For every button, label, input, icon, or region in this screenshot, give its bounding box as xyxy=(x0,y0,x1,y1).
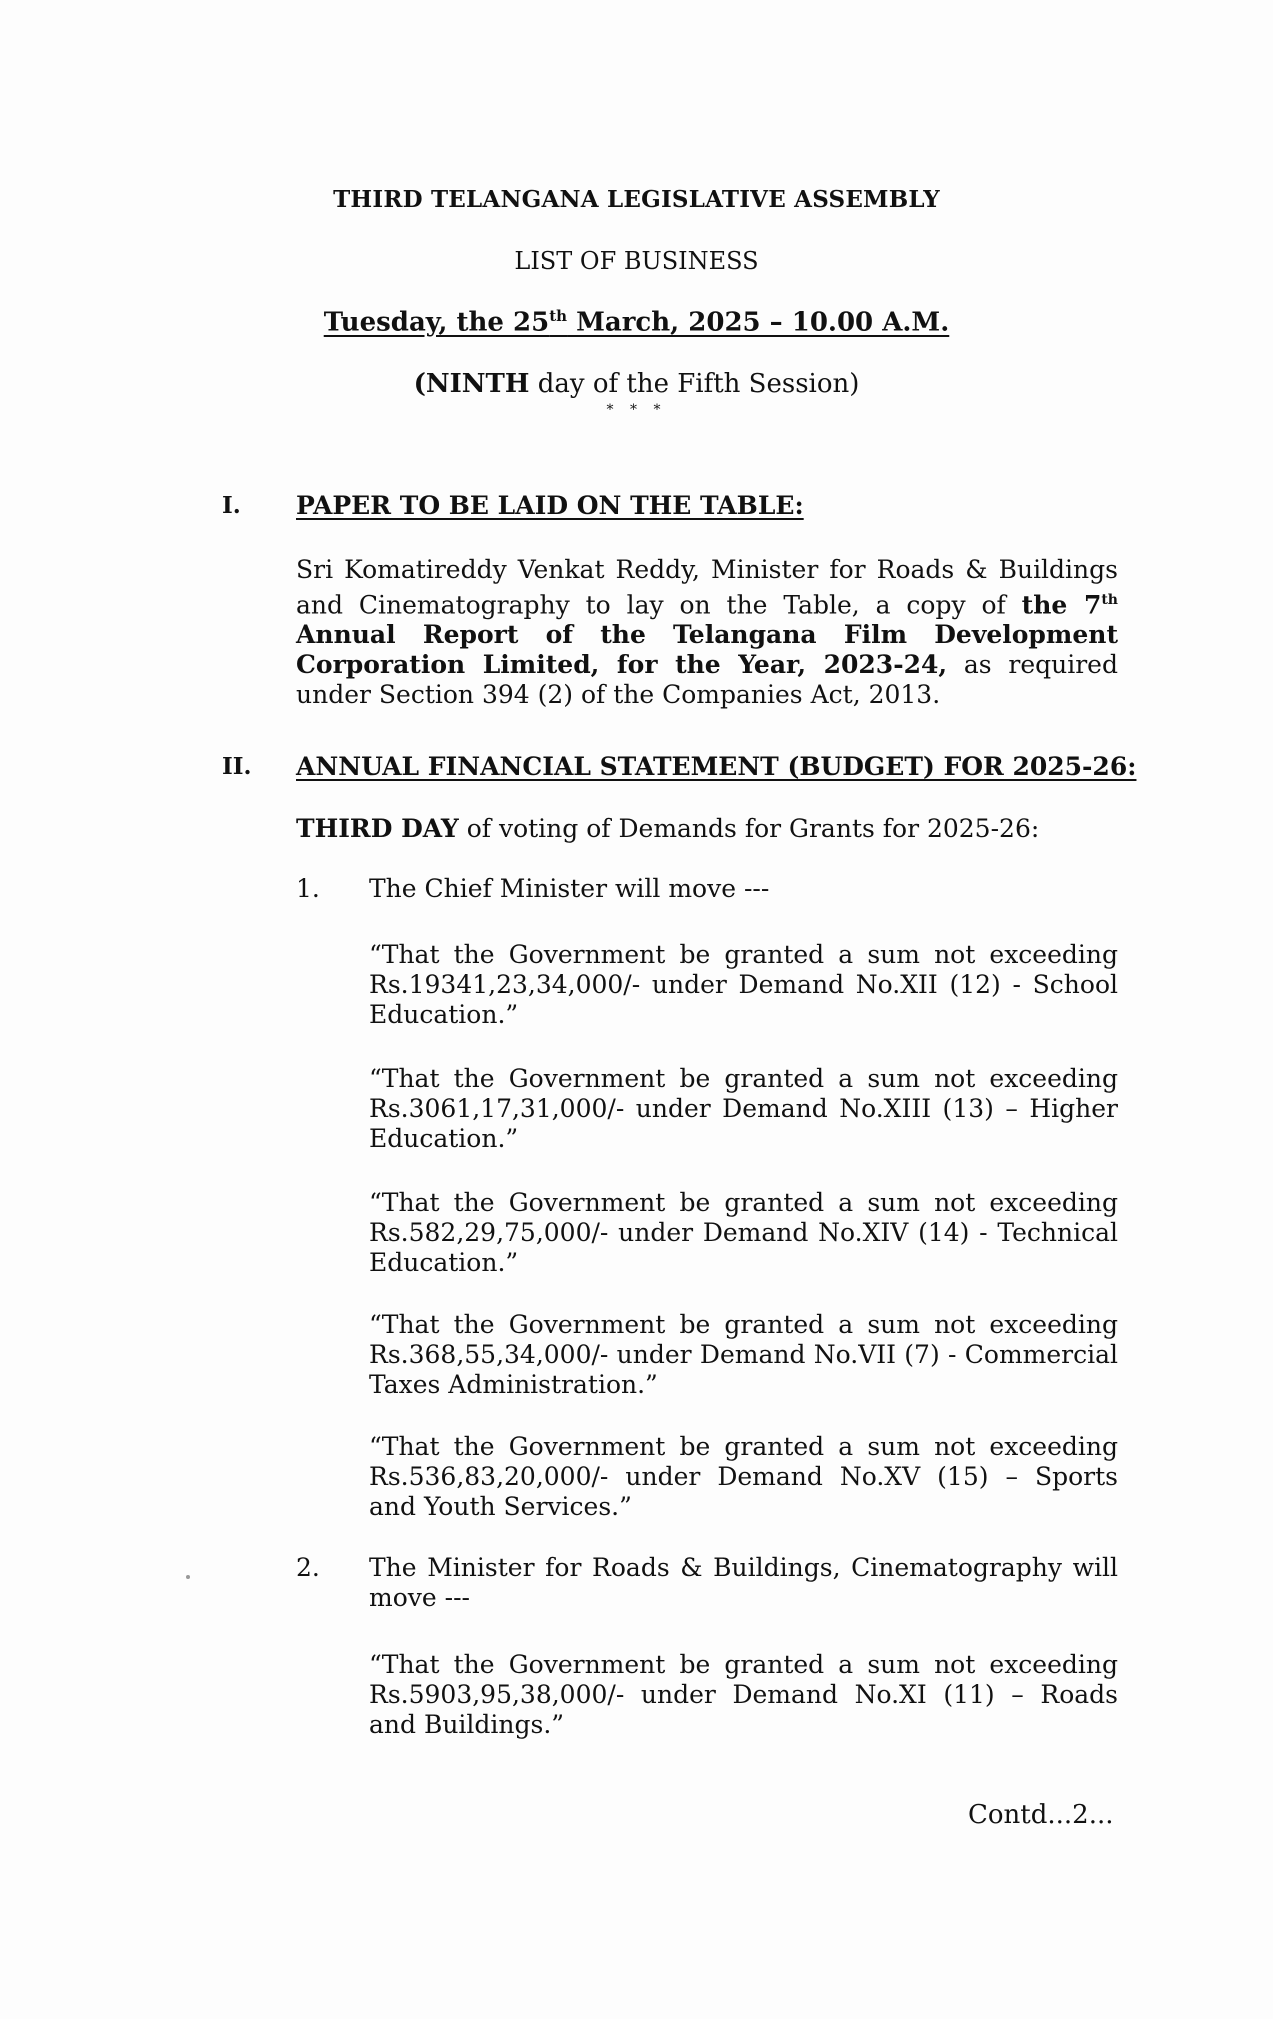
item-1-mover: The Chief Minister will move --- xyxy=(369,874,770,903)
date-superscript: th xyxy=(549,307,568,325)
section-2-intro xyxy=(296,814,1118,844)
motion-roads-buildings: “That the Government be granted a sum not exceeding Rs.5903,95,38,000/- under Demand No.XI (11) – Roads and Buildings.” xyxy=(369,1650,1118,1739)
section-2-intro-rest: of voting of Demands for Grants for 2025-26: xyxy=(458,814,1040,843)
assembly-title: THIRD TELANGANA LEGISLATIVE ASSEMBLY xyxy=(333,186,940,213)
day-rest: day of the Fifth Session) xyxy=(529,369,860,399)
section-1-text-a: Sri Komatireddy Venkat Reddy, Minister for Roads & Buildings and Cinematography to lay on the Table, a copy of xyxy=(296,555,1118,620)
motion-commercial-taxes: “That the Government be granted a sum not exceeding Rs.368,55,34,000/- under Demand No.VII (7) - Commercial Taxes Administration.” xyxy=(369,1310,1118,1399)
section-1-paragraph xyxy=(296,555,1118,710)
separator-stars: * * * xyxy=(606,402,667,418)
motion-school-education: “That the Government be granted a sum not exceeding Rs.19341,23,34,000/- under Demand No.XII (12) - School Education.” xyxy=(369,940,1118,1029)
third-day-label: THIRD DAY xyxy=(296,814,459,843)
section-1-heading: PAPER TO BE LAID ON THE TABLE: xyxy=(296,491,804,520)
session-day xyxy=(0,369,1273,399)
motion-higher-education: “That the Government be granted a sum not exceeding Rs.3061,17,31,000/- under Demand No.XIII (13) – Higher Education.” xyxy=(369,1064,1118,1153)
session-date xyxy=(0,307,1273,338)
item-2-mover: The Minister for Roads & Buildings, Cinematography will move --- xyxy=(369,1553,1118,1612)
motion-sports-youth: “That the Government be granted a sum not exceeding Rs.536,83,20,000/- under Demand No.XV (15) – Sports and Youth Services.” xyxy=(369,1432,1118,1521)
section-2-heading: ANNUAL FINANCIAL STATEMENT (BUDGET) FOR 2025-26: xyxy=(296,752,1137,781)
section-1-text-b: as required under Section 394 (2) of the Companies Act, 2013. xyxy=(296,650,1118,710)
continued-note: Contd...2... xyxy=(968,1800,1114,1830)
section-1-bold-2: Annual Report of the Telangana Film Development Corporation Limited, for the Year, 2023-24, xyxy=(296,620,1118,680)
section-1-bold-1: the 7 xyxy=(1021,590,1102,620)
date-suffix: March, 2025 – 10.00 A.M. xyxy=(567,307,950,338)
section-1-superscript: th xyxy=(1101,592,1118,608)
list-of-business-title: LIST OF BUSINESS xyxy=(514,247,759,275)
day-ordinal: (NINTH xyxy=(413,369,530,399)
scan-speck xyxy=(186,1575,190,1579)
section-2-numeral: II. xyxy=(222,753,252,780)
item-2-number: 2. xyxy=(296,1553,320,1582)
section-1-numeral: I. xyxy=(222,492,241,519)
date-prefix: Tuesday, the 25 xyxy=(323,307,550,338)
motion-technical-education: “That the Government be granted a sum not exceeding Rs.582,29,75,000/- under Demand No.XIV (14) - Technical Education.” xyxy=(369,1188,1118,1277)
item-1-number: 1. xyxy=(296,874,320,903)
